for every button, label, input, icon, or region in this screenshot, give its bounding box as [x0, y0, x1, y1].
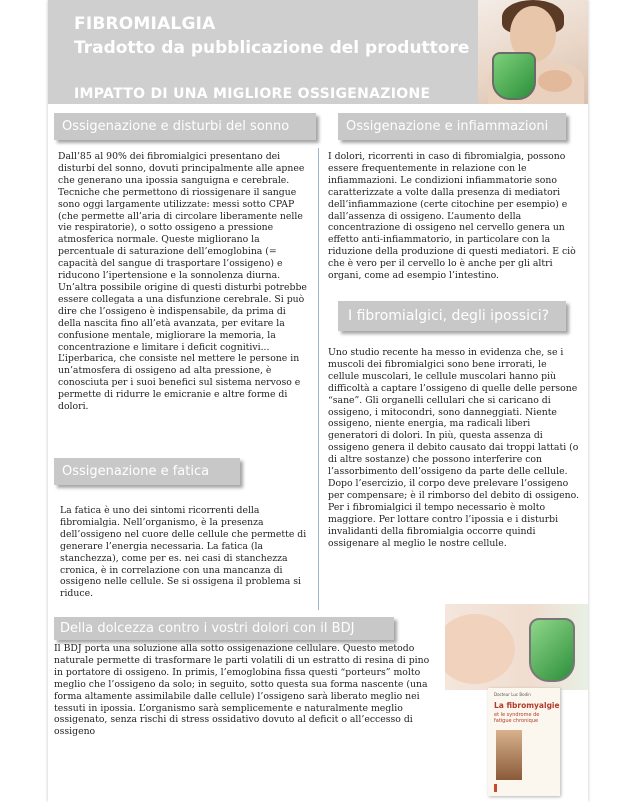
book-title: La fibromyalgie [494, 701, 560, 710]
heading-sonno: Ossigenazione e disturbi del sonno [54, 113, 316, 140]
face-with-device-photo [445, 604, 588, 690]
text-ipossici: Uno studio recente ha messo in evidenza che, se i muscoli dei fibromialgici sono bene irrorati, le cellule muscolari, le cellule muscolari hanno più difficoltà a captare l’ossigeno di quelle delle persone “sane”. Gli organelli cellulari che si caricano di ossigeno, i mitocondri, sono danneggiati. Niente ossigeno, niente energia, ma radicali liberi generatori di dolori. In più, questa assenza di ossigeno genera il debito causato dai troppi lattati (o di altre sostanze) che possono interferire con l’assorbimento dell’ossigeno da parte delle cellule. Dopo l’esercizio, il corpo deve prelevare l’ossigeno per compensare; è il rimborso del debito di ossigeno. Per i fibromialgici il tempo necessario è molto maggiore. Per lottare contro l’ipossia e i disturbi invalidanti della fibromialgia occorre quindi ossigenare al meglio le nostre cellule. [328, 347, 580, 549]
text-sonno: Dall’85 al 90% dei fibromialgici presentano dei disturbi del sonno, dovuti principalmente alle apnee che generano una ipossia sanguigna e cerebrale. Tecniche che permettono di riossigenare il sangue sono oggi largamente utilizzate: messi sotto CPAP (che permette all’aria di circolare liberamente nelle vie respiratorie), o sotto ossigeno a pressione atmosferica normale. Queste migliorano la percentuale di saturazione dell’emoglobina (= capacità del sangue di trasportare l’ossigeno) e riducono l’ipertensione e la sonnolenza diurna. Un’altra possibile origine di questi disturbi potrebbe essere collegata a una disfunzione cerebrale. Si può dire che l’ossigeno è indispensabile, da prima di della nascita fino all’età avanzata, per evitare la confusione mentale, migliorare la memoria, la concentrazione e limitare i deficit cognitivi... L’iperbarica, che consiste nel mettere le persone in un’atmosfera di ossigeno ad alta pressione, è conosciuta per i suoi benefici sul sistema nervoso e permette di ridurre le emicranie e altre forme di dolori. [58, 151, 307, 413]
text-bdj: Il BDJ porta una soluzione alla sotto ossigenazione cellulare. Questo metodo naturale permette di trasformare le parti volatili di un estratto di resina di pino in portatore di ossigeno. In primis, l’emoglobina fissa questi “porteurs” molto meglio che l’ossigeno da solo; in seguito, sotto questa sua forma nascente (una forma altamente assimilabile dalle cellule) l’ossigeno sarà liberato meglio nei tessuti in ipossia. L’organismo sarà semplicemente e naturalmente meglio ossigenato, senza rischi di stress ossidativo dovuto al deficit o all’eccesso di ossigeno [54, 643, 430, 738]
heading-ipossici: I fibromialgici, degli ipossici? [338, 301, 566, 331]
text-fatica: La fatica è uno dei sintomi ricorrenti della fibromialgia. Nell’organismo, è la presenza dell’ossigeno nel cuore delle cellule che permette di generare l’energia necessaria. La fatica (la stanchezza), come per es. nei casi di stanchezza cronica, è in correlazione con una mancanza di ossigeno nelle cellule. Se si ossigena il problema si riduce. [60, 505, 307, 600]
heading-bdj: Della dolcezza contro i vostri dolori con il BDJ [54, 617, 394, 640]
book-cover-photo [496, 730, 522, 780]
section-heading: IMPATTO DI UNA MIGLIORE OSSIGENAZIONE [74, 86, 431, 102]
heading-infiammazioni: Ossigenazione e infiammazioni [338, 113, 566, 140]
heading-fatica: Ossigenazione e fatica [54, 458, 240, 485]
book-cover-image [488, 688, 560, 796]
book-subtitle: et le syndrome de fatigue chronique [494, 712, 540, 724]
text-infiammazioni: I dolori, ricorrenti in caso di fibromialgia, possono essere frequentemente in relazione con le infiammazioni. Le condizioni infiammatorie sono caratterizzate a volte dalla presenza di mediatori dell’infiammazione (certe citochine per esempio) e dall’assenza di ossigeno. L’aumento della concentrazione di ossigeno nel cervello genera un effetto anti-infiammatorio, in particolare con la riduzione della produzione di questi mediatori. E ciò che è vero per il cervello lo è anche per gli altri organi, come ad esempio l’intestino. [328, 151, 576, 282]
book-author: Docteur Luc Bodin [494, 692, 531, 697]
woman-with-device-photo [478, 0, 588, 104]
document-subtitle: Tradotto da pubblicazione del produttore [74, 38, 470, 58]
document-page [48, 0, 588, 802]
book-cover-accent [494, 784, 497, 792]
header-banner [48, 0, 588, 104]
column-divider [318, 148, 319, 610]
document-title: FIBROMIALGIA [74, 14, 216, 34]
